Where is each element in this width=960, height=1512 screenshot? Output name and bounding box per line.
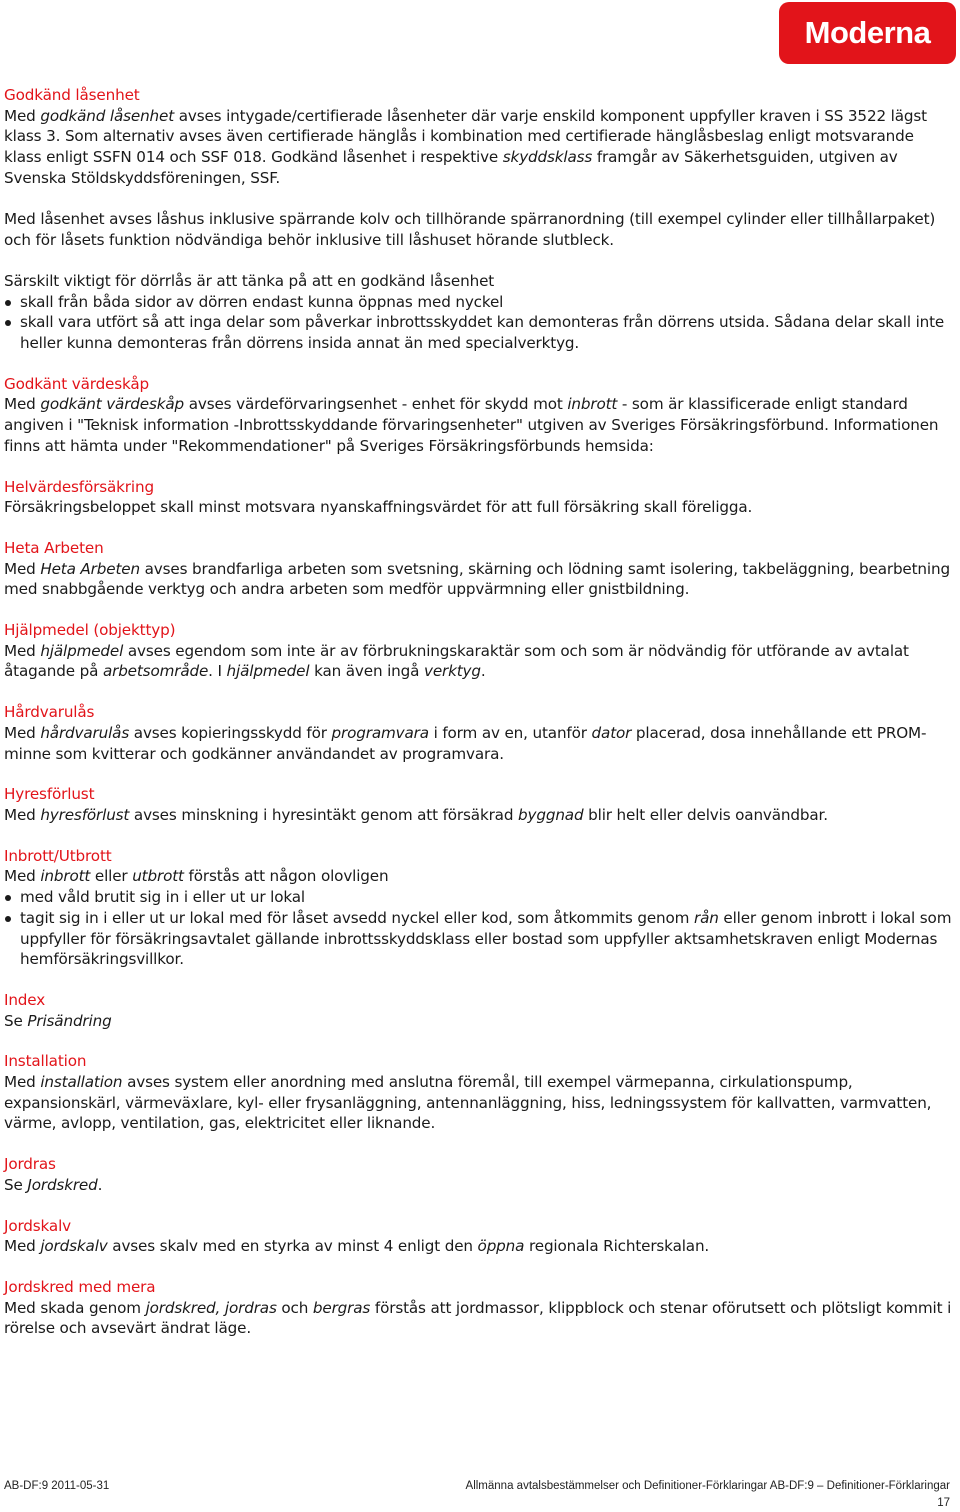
paragraph: Med installation avses system eller anordning med anslutna föremål, till exempel värmepanna, cirkulationspump, expansionskärl, värmeväxlare, kyl- eller frysanläggning, antennanläggning, hiss, ledningssystem för kallvatten, varmvatten, värme, avlopp, ventilation, gas, elektricitet eller liknande. bbox=[4, 1073, 932, 1133]
section-heading: Godkänd låsenhet bbox=[4, 86, 140, 104]
list-intro: Särskilt viktigt för dörrlås är att tänka på att en godkänd låsenhet bbox=[4, 271, 495, 290]
bullet-list bbox=[4, 292, 954, 354]
paragraph: Med godkänt värdeskåp avses värdeförvaringsenhet - enhet för skydd mot inbrott - som är klassificerade enligt standard angiven i "Teknisk information -Inbrottsskyddande förvaringsenheter" utgiven av Sveriges Försäkringsförbund. Informationen finns att hämta under "Rekommendationer" på Sveriges Försäkringsförbunds hemsida: bbox=[4, 395, 939, 455]
section-heading: Godkänt värdeskåp bbox=[4, 374, 150, 393]
paragraph: Med jordskalv avses skalv med en styrka av minst 4 enligt den öppna regionala Richterskalan. bbox=[4, 1237, 710, 1256]
section-heading: Hårdvarulås bbox=[4, 703, 95, 722]
paragraph: Med Heta Arbeten avses brandfarliga arbeten som svetsning, skärning och lödning samt isolering, takbeläggning, bearbetning med snabbgående verktyg och andra arbeten som medför uppvärmning eller gnistbildning. bbox=[4, 559, 950, 599]
section-godkand-lasenhet bbox=[4, 85, 954, 354]
section-heading: Inbrott/Utbrott bbox=[4, 846, 112, 865]
list-item: tagit sig in i eller ut ur lokal med för låset avsedd nyckel eller kod, som åtkommits genom rån eller genom inbrott i lokal som uppfyller för försäkringsavtalet gällande inbrottsskyddsklass eller bostad som uppfyller aktsamhetskraven enligt Modernas hemförsäkringsvillkor. bbox=[4, 908, 954, 970]
section-heading: Hjälpmedel (objekttyp) bbox=[4, 621, 176, 640]
section-heading: Index bbox=[4, 990, 46, 1009]
section-jordras bbox=[4, 1154, 954, 1195]
paragraph: Med hyresförlust avses minskning i hyresintäkt genom att försäkrad byggnad blir helt eller delvis oanvändbar. bbox=[4, 805, 828, 824]
section-jordskalv bbox=[4, 1216, 954, 1257]
section-heading: Hyresförlust bbox=[4, 785, 95, 804]
paragraph: Med hårdvarulås avses kopieringsskydd för programvara i form av en, utanför dator placerad, dosa innehållande ett PROM-minne som kvitterar och godkänner användandet av programvara. bbox=[4, 723, 927, 763]
paragraph bbox=[4, 271, 954, 354]
section-vardeskap bbox=[4, 374, 954, 457]
section-helvardesforsakring bbox=[4, 477, 954, 518]
bullet-list bbox=[4, 887, 954, 970]
definitions-content bbox=[4, 85, 954, 1339]
section-jordskred bbox=[4, 1277, 954, 1339]
section-heading: Heta Arbeten bbox=[4, 538, 104, 557]
section-heta-arbeten bbox=[4, 538, 954, 600]
paragraph: Med låsenhet avses låshus inklusive spärrande kolv och tillhörande spärranordning (till exempel cylinder eller tillhållarpaket) och för låsets funktion nödvändiga behör inklusive till låshuset hörande slutbleck. bbox=[4, 210, 936, 249]
list-item: med våld brutit sig in i eller ut ur lokal bbox=[4, 887, 954, 908]
section-heading: Jordskred med mera bbox=[4, 1277, 156, 1296]
list-intro: Med inbrott eller utbrott förstås att någon olovligen bbox=[4, 867, 389, 886]
section-inbrott bbox=[4, 846, 954, 970]
paragraph: Se Jordskred. bbox=[4, 1175, 103, 1194]
paragraph: Försäkringsbeloppet skall minst motsvara nyanskaffningsvärdet för att full försäkring skall föreligga. bbox=[4, 498, 753, 517]
section-hyresforlust bbox=[4, 784, 954, 825]
moderna-logo: Moderna bbox=[779, 2, 956, 64]
list-item: skall från båda sidor av dörren endast kunna öppnas med nyckel bbox=[4, 292, 954, 313]
paragraph: Med skada genom jordskred, jordras och bergras förstås att jordmassor, klippblock och stenar oförutsett och plötsligt kommit i rörelse och avsevärt ändrat läge. bbox=[4, 1298, 952, 1338]
footer-document-id: AB-DF:9 2011-05-31 bbox=[4, 1480, 110, 1492]
section-hjalpmedel bbox=[4, 620, 954, 682]
list-item: skall vara utfört så att inga delar som påverkar inbrottsskyddet kan demonteras från dörrens utsida. Sådana delar skall inte heller kunna demonteras från dörrens insida annat än med specialverktyg. bbox=[4, 312, 954, 353]
paragraph: Se Prisändring bbox=[4, 1011, 112, 1030]
section-hardvarulas bbox=[4, 702, 954, 764]
footer-document-title: Allmänna avtalsbestämmelser och Definitioner-Förklaringar AB-DF:9 – Definitioner-Förklaringar bbox=[465, 1480, 950, 1492]
section-installation bbox=[4, 1051, 954, 1134]
paragraph bbox=[4, 866, 954, 970]
paragraph: Med hjälpmedel avses egendom som inte är av förbrukningskaraktär som och som är nödvändig för utförande av avtalat åtagande på arbetsområde. I hjälpmedel kan även ingå verktyg. bbox=[4, 641, 909, 681]
section-heading: Jordskalv bbox=[4, 1216, 71, 1235]
page-number: 17 bbox=[937, 1497, 950, 1509]
section-index bbox=[4, 990, 954, 1031]
section-heading: Helvärdesförsäkring bbox=[4, 477, 154, 496]
section-heading: Jordras bbox=[4, 1155, 56, 1174]
section-heading: Installation bbox=[4, 1052, 87, 1071]
paragraph: Med godkänd låsenhet avses intygade/certifierade låsenheter där varje enskild komponent uppfyller kraven i SS 3522 lägst klass 3. Som alternativ avses även certifierade hänglås i kombination med certifierade hänglåsbeslag enligt motsvarande klass enligt SSFN 014 och SSF 018. Godkänd låsenhet i respektive skyddsklass framgår av Säkerhetsguiden, utgiven av Svenska Stöldskyddsföreningen, SSF. bbox=[4, 106, 927, 187]
